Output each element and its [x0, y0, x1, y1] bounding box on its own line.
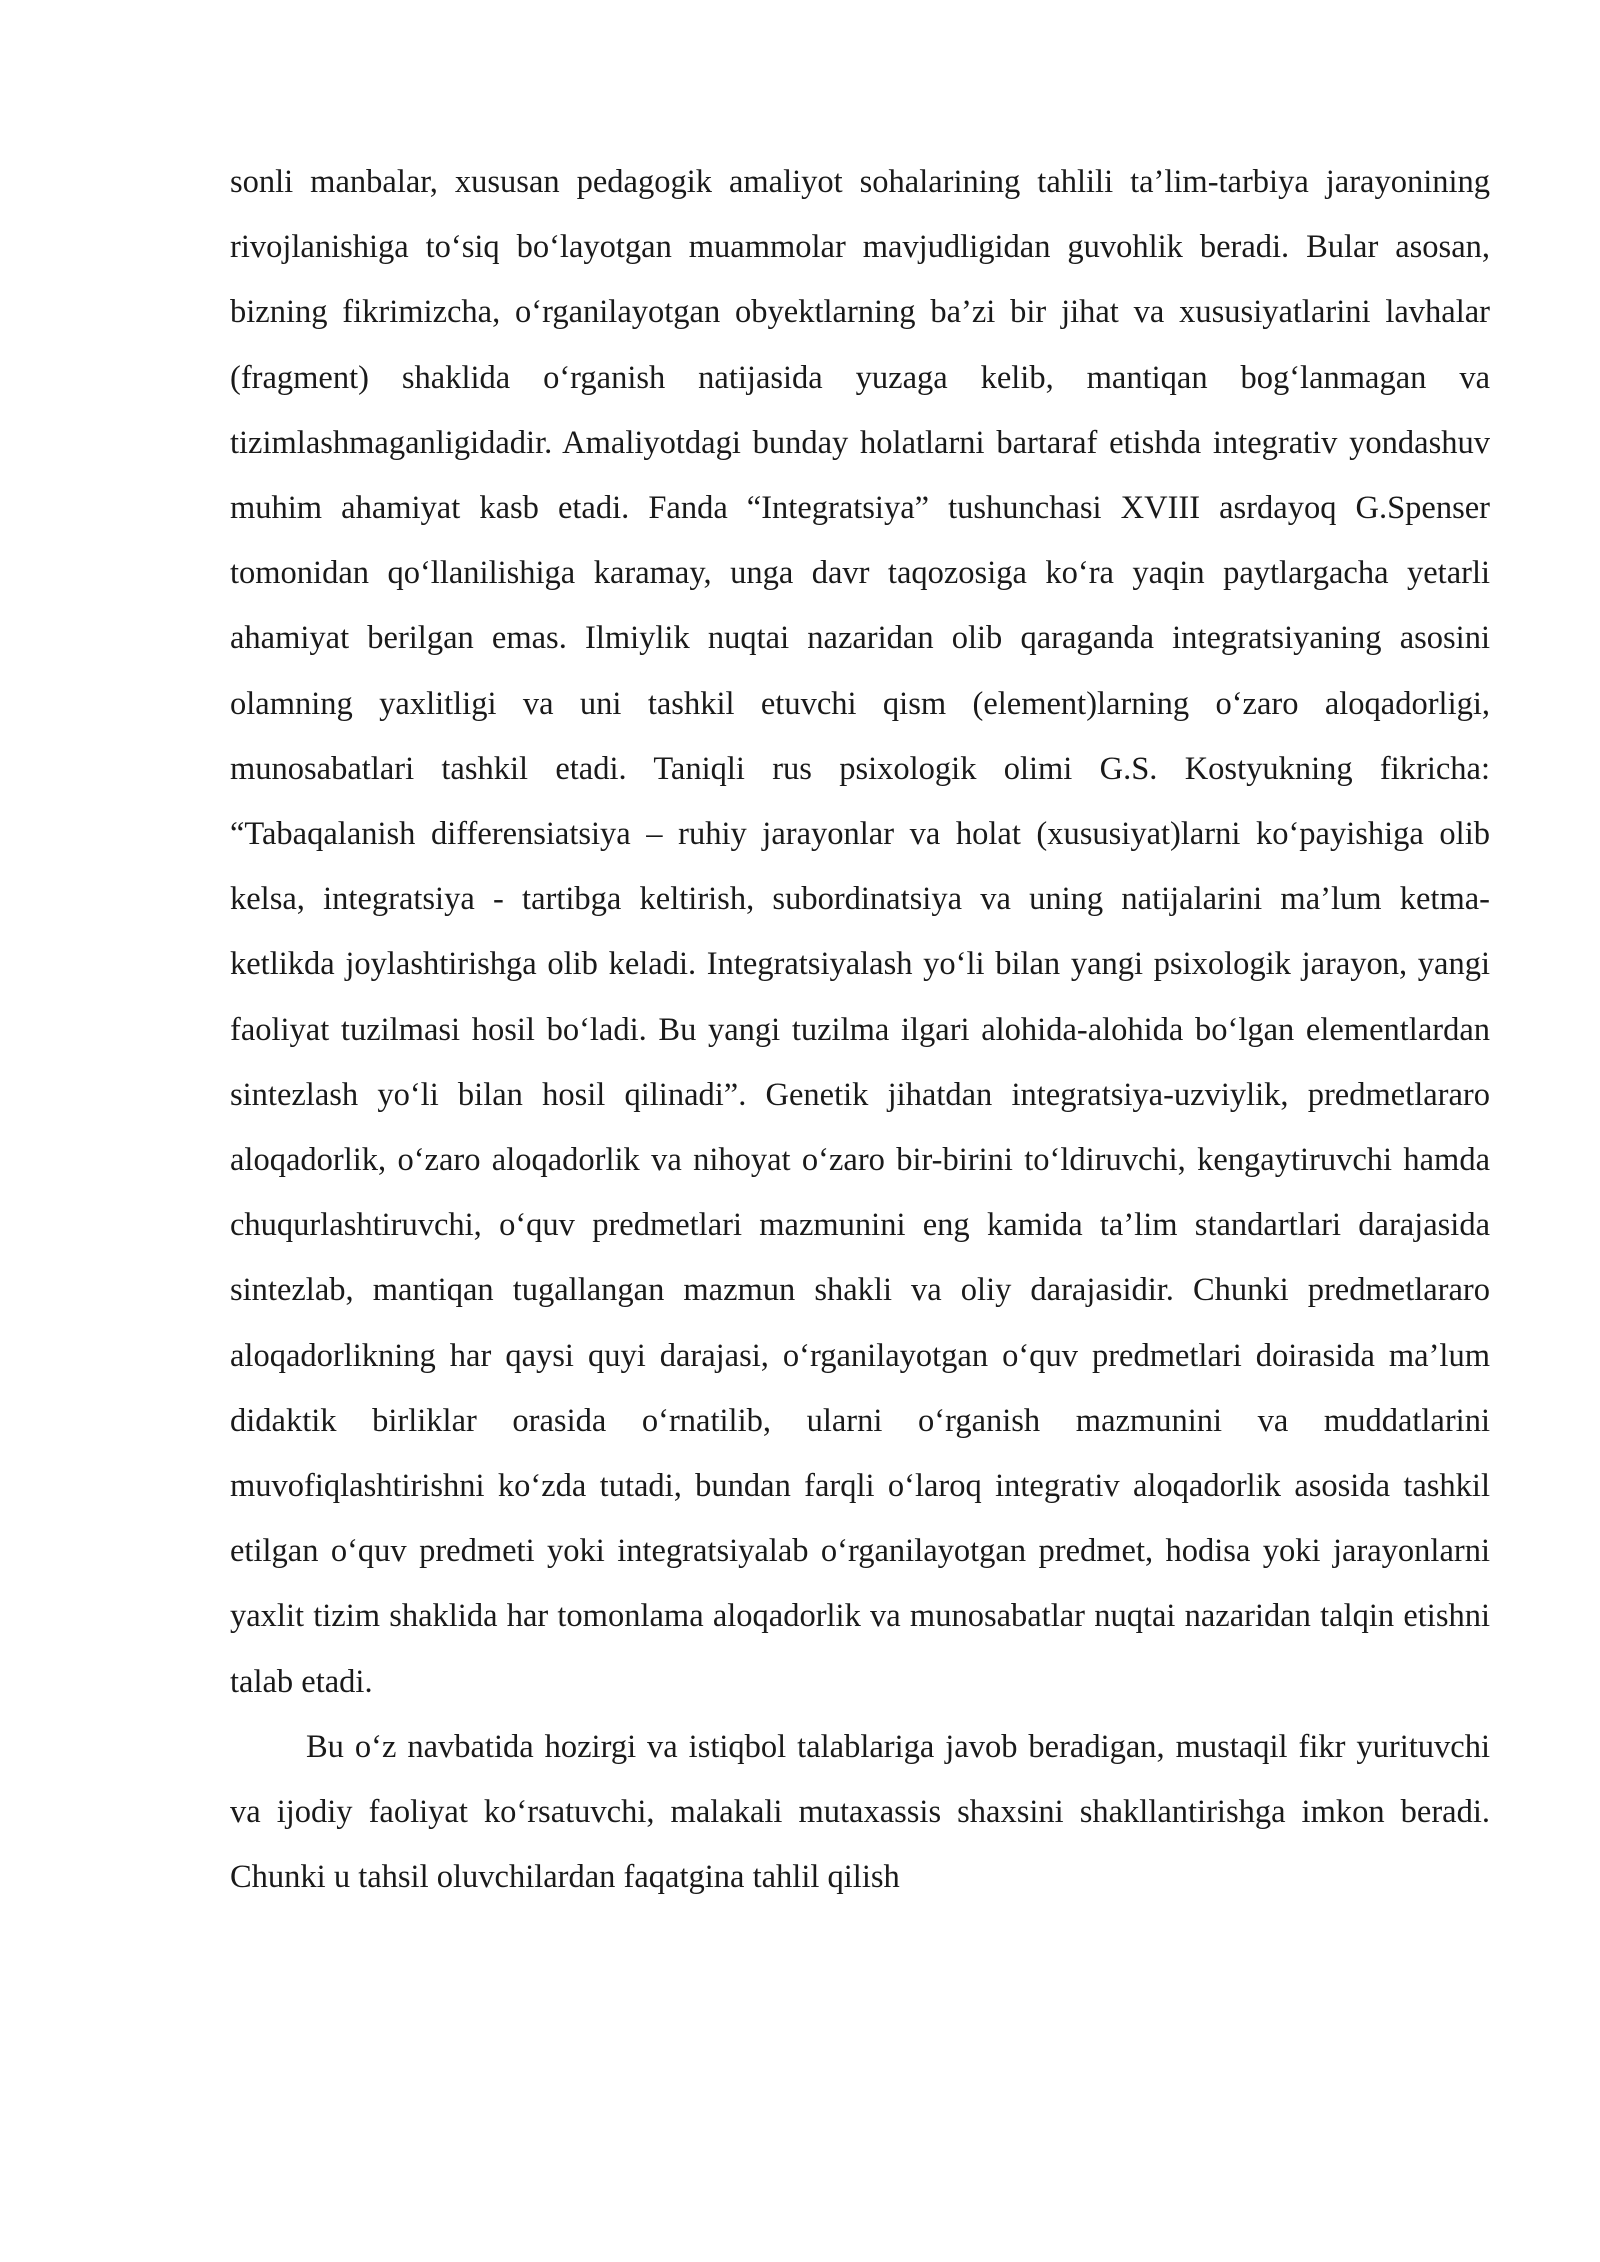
body-paragraph-1: sonli manbalar, xususan pedagogik amaliyot sohalarining tahlili ta’lim-tarbiya jarayonining rivojlanishiga to‘siq bo‘layotgan muammolar mavjudligidan guvohlik beradi. Bular asosan, bizning fikrimizcha, o‘rganilayotgan obyektlarning ba’zi bir jihat va xususiyatlarini lavhalar (fragment) shaklida o‘rganish natijasida yuzaga kelib, mantiqan bog‘lanmagan va tizimlashmaganligidadir. Amaliyotdagi bunday holatlarni bartaraf etishda integrativ yondashuv muhim ahamiyat kasb etadi. Fanda “Integratsiya” tushunchasi XVIII asrdayoq G.Spenser tomonidan qo‘llanilishiga karamay, unga davr taqozosiga ko‘ra yaqin paytlargacha yetarli ahamiyat berilgan emas. Ilmiylik nuqtai nazaridan olib qaraganda integratsiyaning asosini olamning yaxlitligi va uni tashkil etuvchi qism (element)larning o‘zaro aloqadorligi, munosabatlari tashkil etadi. Taniqli rus psixologik olimi G.S. Kostyukning fikricha: “Tabaqalanish differensiatsiya – ruhiy jarayonlar va holat (xususiyat)larni ko‘payishiga olib kelsa, integratsiya - tartibga keltirish, subordinatsiya va uning natijalarini ma’lum ketma-ketlikda joylashtirishga olib keladi. Integratsiyalash yo‘li bilan yangi psixologik jarayon, yangi faoliyat tuzilmasi hosil bo‘ladi. Bu yangi tuzilma ilgari alohida-alohida bo‘lgan elementlardan sintezlash yo‘li bilan hosil qilinadi”. Genetik jihatdan integratsiya-uzviylik, predmetlararo aloqadorlik, o‘zaro aloqadorlik va nihoyat o‘zaro bir-birini to‘ldiruvchi, kengaytiruvchi hamda chuqurlashtiruvchi, o‘quv predmetlari mazmunini eng kamida ta’lim standartlari darajasida sintezlab, mantiqan tugallangan mazmun shakli va oliy darajasidir. Chunki predmetlararo aloqadorlikning har qaysi quyi darajasi, o‘rganilayotgan o‘quv predmetlari doirasida ma’lum didaktik birliklar orasida o‘rnatilib, ularni o‘rganish mazmunini va muddatlarini muvofiqlashtirishni ko‘zda tutadi, bundan farqli o‘laroq integrativ aloqadorlik asosida tashkil etilgan o‘quv predmeti yoki integratsiyalab o‘rganilayotgan predmet, hodisa yoki jarayonlarni yaxlit tizim shaklida har tomonlama aloqadorlik va munosabatlar nuqtai nazaridan talqin etishni talab etadi. [230, 164, 1490, 1700]
document-page [230, 150, 1490, 1910]
body-paragraph-2: Bu o‘z navbatida hozirgi va istiqbol talablariga javob beradigan, mustaqil fikr yurituvchi va ijodiy faoliyat ko‘rsatuvchi, malakali mutaxassis shaxsini shakllantirishga imkon beradi. Chunki u tahsil oluvchilardan faqatgina tahlil qilish [230, 1728, 1490, 1896]
